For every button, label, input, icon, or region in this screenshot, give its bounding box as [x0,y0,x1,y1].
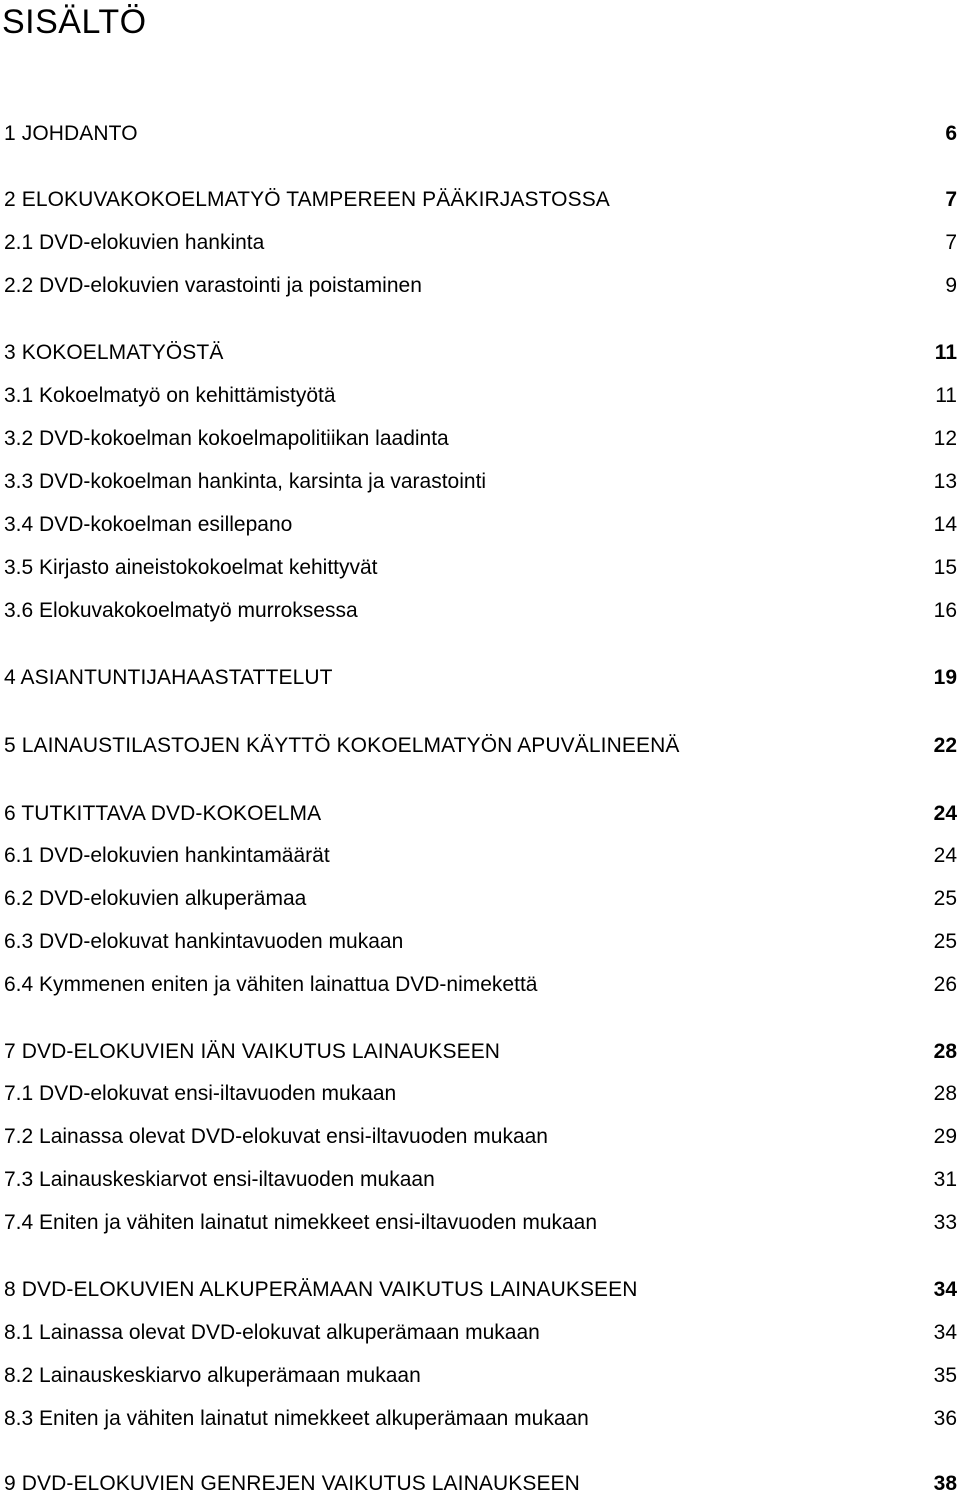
toc-entry-label: 6.4 Kymmenen eniten ja vähiten lainattua DVD-nimekettä [4,973,538,996]
toc-entry-label: 7.2 Lainassa olevat DVD-elokuvat ensi-iltavuoden mukaan [4,1125,548,1148]
toc-entry-label: 8.3 Eniten ja vähiten lainatut nimekkeet alkuperämaan mukaan [4,1407,589,1430]
toc-entry-page: 26 [933,973,957,996]
toc-entry-page: 11 [934,341,957,364]
toc-entry[interactable] [4,1362,957,1390]
toc-entry-page: 22 [933,734,957,757]
toc-entry-page: 31 [933,1168,957,1191]
toc-entry[interactable] [4,272,957,300]
toc-entry-label: 7 DVD-ELOKUVIEN IÄN VAIKUTUS LAINAUKSEEN [4,1040,501,1063]
toc-entry-label: 3.3 DVD-kokoelman hankinta, karsinta ja varastointi [4,470,487,493]
toc-entry-page: 16 [933,599,957,622]
toc-entry-page: 12 [933,427,957,450]
toc-entry-label: 6.2 DVD-elokuvien alkuperämaa [4,887,307,910]
toc-entry[interactable] [4,468,957,496]
toc-entry-page: 25 [933,887,957,910]
toc-entry[interactable] [4,425,957,453]
toc-entry[interactable] [4,554,957,582]
toc-entry-page: 11 [935,384,957,407]
toc-entry[interactable] [4,120,957,148]
toc-entry[interactable] [4,229,957,257]
toc-entry[interactable] [4,842,957,870]
toc-entry[interactable] [4,664,957,692]
toc-entry-label: 3.1 Kokoelmatyö on kehittämistyötä [4,384,336,407]
toc-entry-page: 15 [933,556,957,579]
toc-entry-label: 6 TUTKITTAVA DVD-KOKOELMA [4,802,322,825]
toc-entry[interactable] [4,1123,957,1151]
toc-entry-label: 6.3 DVD-elokuvat hankintavuoden mukaan [4,930,404,953]
toc-entry[interactable] [4,382,957,410]
toc-entry-page: 38 [933,1472,957,1495]
toc-entry-label: 1 JOHDANTO [4,122,138,145]
toc-entry-page: 14 [933,513,957,536]
toc-entry-label: 6.1 DVD-elokuvien hankintamäärät [4,844,330,867]
toc-entry-page: 13 [933,470,957,493]
toc-entry-page: 9 [945,274,957,297]
toc-entry[interactable] [4,1080,957,1108]
toc-entry[interactable] [4,1470,957,1498]
toc-entry[interactable] [4,597,957,625]
toc-entry[interactable] [4,1319,957,1347]
toc-entry-page: 24 [933,844,957,867]
toc-entry-label: 8.1 Lainassa olevat DVD-elokuvat alkuperämaan mukaan [4,1321,540,1344]
toc-entry-label: 9 DVD-ELOKUVIEN GENREJEN VAIKUTUS LAINAUKSEEN [4,1472,580,1495]
toc-entry-page: 6 [945,122,957,145]
toc-entry-label: 3.4 DVD-kokoelman esillepano [4,513,293,536]
toc-entry-page: 25 [933,930,957,953]
toc-entry[interactable] [4,511,957,539]
toc-entry-page: 29 [933,1125,957,1148]
toc-entry-label: 3.5 Kirjasto aineistokokoelmat kehittyvät [4,556,378,579]
toc-entry-label: 3.6 Elokuvakokoelmatyö murroksessa [4,599,358,622]
toc-entry-page: 28 [933,1082,957,1105]
toc-entry-page: 7 [945,188,957,211]
toc-entry-page: 24 [933,802,957,825]
toc-entry-label: 2.2 DVD-elokuvien varastointi ja poistaminen [4,274,422,297]
toc-entry-label: 8 DVD-ELOKUVIEN ALKUPERÄMAAN VAIKUTUS LAINAUKSEEN [4,1278,638,1301]
toc-entry-page: 35 [933,1364,957,1387]
toc-entry[interactable] [4,1209,957,1237]
toc-entry[interactable] [4,186,957,214]
toc-entry[interactable] [4,1038,957,1066]
toc-entry[interactable] [4,928,957,956]
toc-entry-label: 2 ELOKUVAKOKOELMATYÖ TAMPEREEN PÄÄKIRJASTOSSA [4,188,610,211]
toc-entry-label: 3.2 DVD-kokoelman kokoelmapolitiikan laadinta [4,427,449,450]
page-title: SISÄLTÖ [2,3,147,41]
toc-entry-page: 34 [933,1278,957,1301]
toc-entry-page: 7 [945,231,957,254]
toc-entry-page: 36 [933,1407,957,1430]
toc-entry-label: 8.2 Lainauskeskiarvo alkuperämaan mukaan [4,1364,421,1387]
toc-entry[interactable] [4,1276,957,1304]
toc-entry-label: 5 LAINAUSTILASTOJEN KÄYTTÖ KOKOELMATYÖN APUVÄLINEENÄ [4,734,680,757]
toc-entry-page: 19 [933,666,957,689]
toc-entry-label: 4 ASIANTUNTIJAHAASTATTELUT [4,666,333,689]
toc-entry[interactable] [4,885,957,913]
toc-entry-label: 3 KOKOELMATYÖSTÄ [4,341,224,364]
toc-entry[interactable] [4,800,957,828]
toc-entry-label: 2.1 DVD-elokuvien hankinta [4,231,265,254]
toc-entry-page: 33 [933,1211,957,1234]
toc-entry-label: 7.4 Eniten ja vähiten lainatut nimekkeet ensi-iltavuoden mukaan [4,1211,598,1234]
toc-entry[interactable] [4,971,957,999]
toc-entry[interactable] [4,1166,957,1194]
toc-entry-label: 7.1 DVD-elokuvat ensi-iltavuoden mukaan [4,1082,397,1105]
toc-entry-label: 7.3 Lainauskeskiarvot ensi-iltavuoden mukaan [4,1168,435,1191]
toc-entry-page: 34 [933,1321,957,1344]
toc-entry[interactable] [4,339,957,367]
toc-entry-page: 28 [933,1040,957,1063]
toc-entry[interactable] [4,732,957,760]
toc-entry[interactable] [4,1405,957,1433]
